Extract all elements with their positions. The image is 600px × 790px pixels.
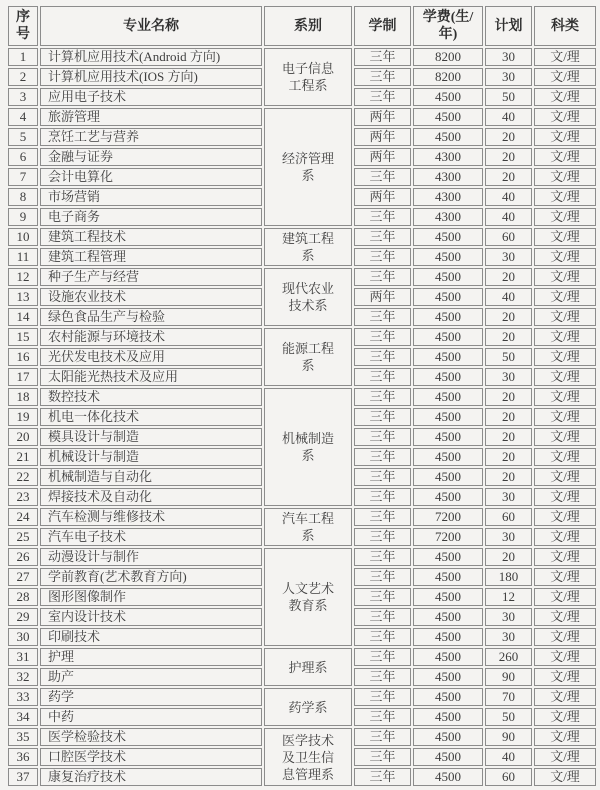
- cell-no: 7: [8, 168, 38, 186]
- cell-tuition: 8200: [413, 68, 483, 86]
- column-header-tuition: 学费(生/年): [413, 6, 483, 46]
- cell-department: 药学系: [264, 688, 352, 726]
- cell-duration: 两年: [354, 288, 411, 306]
- cell-major: 数控技术: [40, 388, 262, 406]
- cell-no: 9: [8, 208, 38, 226]
- cell-major: 室内设计技术: [40, 608, 262, 626]
- cell-no: 19: [8, 408, 38, 426]
- cell-category: 文/理: [534, 408, 596, 426]
- cell-plan: 30: [485, 48, 532, 66]
- cell-duration: 三年: [354, 608, 411, 626]
- cell-plan: 20: [485, 428, 532, 446]
- cell-no: 20: [8, 428, 38, 446]
- cell-major: 动漫设计与制作: [40, 548, 262, 566]
- cell-category: 文/理: [534, 648, 596, 666]
- cell-no: 2: [8, 68, 38, 86]
- cell-tuition: 4500: [413, 368, 483, 386]
- cell-no: 6: [8, 148, 38, 166]
- cell-no: 10: [8, 228, 38, 246]
- table-header-row: [8, 6, 596, 46]
- cell-category: 文/理: [534, 488, 596, 506]
- cell-no: 36: [8, 748, 38, 766]
- cell-major: 绿色食品生产与检验: [40, 308, 262, 326]
- table-row: [8, 328, 596, 346]
- cell-major: 护理: [40, 648, 262, 666]
- cell-category: 文/理: [534, 568, 596, 586]
- cell-major: 中药: [40, 708, 262, 726]
- cell-major: 光伏发电技术及应用: [40, 348, 262, 366]
- admissions-plan-table: [6, 4, 598, 788]
- cell-category: 文/理: [534, 88, 596, 106]
- column-header-category: 科类: [534, 6, 596, 46]
- cell-plan: 20: [485, 388, 532, 406]
- cell-plan: 30: [485, 488, 532, 506]
- cell-duration: 三年: [354, 388, 411, 406]
- cell-tuition: 4500: [413, 288, 483, 306]
- cell-duration: 三年: [354, 728, 411, 746]
- cell-duration: 三年: [354, 248, 411, 266]
- cell-tuition: 4500: [413, 248, 483, 266]
- cell-plan: 20: [485, 168, 532, 186]
- cell-department: 建筑工程系: [264, 228, 352, 266]
- cell-no: 27: [8, 568, 38, 586]
- cell-plan: 40: [485, 188, 532, 206]
- cell-plan: 30: [485, 608, 532, 626]
- cell-plan: 12: [485, 588, 532, 606]
- cell-tuition: 7200: [413, 508, 483, 526]
- cell-category: 文/理: [534, 128, 596, 146]
- cell-category: 文/理: [534, 328, 596, 346]
- cell-plan: 260: [485, 648, 532, 666]
- cell-duration: 三年: [354, 368, 411, 386]
- cell-plan: 20: [485, 408, 532, 426]
- cell-tuition: 4500: [413, 688, 483, 706]
- cell-category: 文/理: [534, 308, 596, 326]
- cell-duration: 三年: [354, 568, 411, 586]
- cell-major: 口腔医学技术: [40, 748, 262, 766]
- cell-tuition: 4300: [413, 168, 483, 186]
- cell-duration: 三年: [354, 548, 411, 566]
- table-row: [8, 688, 596, 706]
- cell-no: 15: [8, 328, 38, 346]
- cell-major: 焊接技术及自动化: [40, 488, 262, 506]
- cell-no: 13: [8, 288, 38, 306]
- cell-category: 文/理: [534, 628, 596, 646]
- cell-major: 设施农业技术: [40, 288, 262, 306]
- cell-major: 图形图像制作: [40, 588, 262, 606]
- cell-tuition: 4500: [413, 668, 483, 686]
- cell-department: 现代农业技术系: [264, 268, 352, 326]
- cell-duration: 三年: [354, 328, 411, 346]
- cell-department: 人文艺术教育系: [264, 548, 352, 646]
- cell-category: 文/理: [534, 188, 596, 206]
- cell-no: 34: [8, 708, 38, 726]
- cell-plan: 20: [485, 268, 532, 286]
- cell-major: 建筑工程技术: [40, 228, 262, 246]
- cell-duration: 三年: [354, 228, 411, 246]
- cell-department: 医学技术及卫生信息管理系: [264, 728, 352, 786]
- cell-category: 文/理: [534, 588, 596, 606]
- cell-tuition: 7200: [413, 528, 483, 546]
- cell-duration: 三年: [354, 488, 411, 506]
- cell-duration: 两年: [354, 128, 411, 146]
- cell-category: 文/理: [534, 208, 596, 226]
- cell-no: 28: [8, 588, 38, 606]
- cell-plan: 50: [485, 88, 532, 106]
- cell-tuition: 4500: [413, 748, 483, 766]
- cell-tuition: 4500: [413, 648, 483, 666]
- cell-duration: 三年: [354, 348, 411, 366]
- cell-duration: 三年: [354, 68, 411, 86]
- cell-tuition: 4500: [413, 468, 483, 486]
- cell-no: 21: [8, 448, 38, 466]
- cell-no: 37: [8, 768, 38, 786]
- cell-duration: 两年: [354, 108, 411, 126]
- cell-tuition: 4500: [413, 268, 483, 286]
- cell-category: 文/理: [534, 668, 596, 686]
- cell-major: 汽车检测与维修技术: [40, 508, 262, 526]
- cell-category: 文/理: [534, 148, 596, 166]
- cell-no: 22: [8, 468, 38, 486]
- cell-category: 文/理: [534, 708, 596, 726]
- cell-duration: 三年: [354, 588, 411, 606]
- cell-no: 1: [8, 48, 38, 66]
- table-row: [8, 648, 596, 666]
- cell-category: 文/理: [534, 448, 596, 466]
- table-body: [8, 48, 596, 786]
- cell-plan: 20: [485, 148, 532, 166]
- column-header-duration: 学制: [354, 6, 411, 46]
- cell-category: 文/理: [534, 548, 596, 566]
- cell-major: 康复治疗技术: [40, 768, 262, 786]
- cell-major: 烹饪工艺与营养: [40, 128, 262, 146]
- cell-plan: 180: [485, 568, 532, 586]
- cell-duration: 三年: [354, 688, 411, 706]
- cell-no: 26: [8, 548, 38, 566]
- cell-duration: 三年: [354, 428, 411, 446]
- cell-tuition: 4500: [413, 588, 483, 606]
- cell-no: 12: [8, 268, 38, 286]
- cell-category: 文/理: [534, 608, 596, 626]
- cell-category: 文/理: [534, 768, 596, 786]
- cell-major: 农村能源与环境技术: [40, 328, 262, 346]
- cell-duration: 两年: [354, 188, 411, 206]
- cell-no: 23: [8, 488, 38, 506]
- table-row: [8, 388, 596, 406]
- cell-plan: 20: [485, 308, 532, 326]
- cell-plan: 20: [485, 128, 532, 146]
- cell-duration: 三年: [354, 528, 411, 546]
- cell-plan: 30: [485, 528, 532, 546]
- cell-major: 助产: [40, 668, 262, 686]
- cell-tuition: 4500: [413, 708, 483, 726]
- cell-tuition: 4500: [413, 428, 483, 446]
- table-row: [8, 548, 596, 566]
- cell-tuition: 4500: [413, 448, 483, 466]
- cell-plan: 20: [485, 468, 532, 486]
- cell-plan: 20: [485, 448, 532, 466]
- cell-duration: 三年: [354, 668, 411, 686]
- cell-no: 11: [8, 248, 38, 266]
- cell-plan: 50: [485, 708, 532, 726]
- cell-plan: 60: [485, 768, 532, 786]
- cell-plan: 60: [485, 508, 532, 526]
- cell-no: 30: [8, 628, 38, 646]
- cell-duration: 三年: [354, 408, 411, 426]
- cell-tuition: 4500: [413, 768, 483, 786]
- cell-major: 机电一体化技术: [40, 408, 262, 426]
- cell-duration: 三年: [354, 88, 411, 106]
- cell-no: 3: [8, 88, 38, 106]
- cell-category: 文/理: [534, 288, 596, 306]
- cell-duration: 两年: [354, 148, 411, 166]
- cell-category: 文/理: [534, 468, 596, 486]
- cell-category: 文/理: [534, 228, 596, 246]
- cell-no: 8: [8, 188, 38, 206]
- cell-plan: 90: [485, 728, 532, 746]
- cell-major: 旅游管理: [40, 108, 262, 126]
- cell-no: 29: [8, 608, 38, 626]
- cell-plan: 70: [485, 688, 532, 706]
- cell-category: 文/理: [534, 368, 596, 386]
- cell-major: 机械制造与自动化: [40, 468, 262, 486]
- cell-category: 文/理: [534, 528, 596, 546]
- cell-tuition: 4500: [413, 348, 483, 366]
- cell-duration: 三年: [354, 628, 411, 646]
- cell-category: 文/理: [534, 268, 596, 286]
- cell-duration: 三年: [354, 268, 411, 286]
- cell-major: 模具设计与制造: [40, 428, 262, 446]
- cell-no: 31: [8, 648, 38, 666]
- cell-no: 18: [8, 388, 38, 406]
- cell-plan: 20: [485, 328, 532, 346]
- cell-major: 医学检验技术: [40, 728, 262, 746]
- cell-no: 5: [8, 128, 38, 146]
- cell-tuition: 4500: [413, 128, 483, 146]
- cell-plan: 40: [485, 208, 532, 226]
- cell-major: 应用电子技术: [40, 88, 262, 106]
- cell-major: 电子商务: [40, 208, 262, 226]
- cell-category: 文/理: [534, 428, 596, 446]
- cell-major: 计算机应用技术(IOS 方向): [40, 68, 262, 86]
- column-header-dept: 系别: [264, 6, 352, 46]
- cell-no: 4: [8, 108, 38, 126]
- cell-tuition: 4500: [413, 108, 483, 126]
- cell-tuition: 4500: [413, 728, 483, 746]
- cell-duration: 三年: [354, 748, 411, 766]
- cell-plan: 20: [485, 548, 532, 566]
- cell-plan: 30: [485, 68, 532, 86]
- cell-major: 会计电算化: [40, 168, 262, 186]
- cell-duration: 三年: [354, 508, 411, 526]
- cell-plan: 50: [485, 348, 532, 366]
- column-header-major: 专业名称: [40, 6, 262, 46]
- cell-tuition: 4500: [413, 628, 483, 646]
- cell-tuition: 4300: [413, 148, 483, 166]
- column-header-no: 序号: [8, 6, 38, 46]
- cell-duration: 三年: [354, 308, 411, 326]
- cell-major: 药学: [40, 688, 262, 706]
- cell-tuition: 4500: [413, 328, 483, 346]
- cell-major: 汽车电子技术: [40, 528, 262, 546]
- cell-category: 文/理: [534, 248, 596, 266]
- cell-tuition: 4500: [413, 88, 483, 106]
- cell-category: 文/理: [534, 108, 596, 126]
- cell-tuition: 4500: [413, 228, 483, 246]
- column-header-plan: 计划: [485, 6, 532, 46]
- cell-duration: 三年: [354, 48, 411, 66]
- cell-duration: 三年: [354, 208, 411, 226]
- cell-category: 文/理: [534, 728, 596, 746]
- cell-tuition: 4500: [413, 388, 483, 406]
- cell-plan: 40: [485, 288, 532, 306]
- cell-department: 经济管理系: [264, 108, 352, 226]
- cell-tuition: 4300: [413, 188, 483, 206]
- cell-category: 文/理: [534, 388, 596, 406]
- table-row: [8, 508, 596, 526]
- cell-plan: 40: [485, 748, 532, 766]
- cell-no: 32: [8, 668, 38, 686]
- cell-no: 35: [8, 728, 38, 746]
- cell-duration: 三年: [354, 168, 411, 186]
- cell-tuition: 4500: [413, 608, 483, 626]
- cell-no: 16: [8, 348, 38, 366]
- cell-category: 文/理: [534, 348, 596, 366]
- table-row: [8, 728, 596, 746]
- cell-tuition: 4500: [413, 548, 483, 566]
- cell-tuition: 8200: [413, 48, 483, 66]
- cell-major: 种子生产与经营: [40, 268, 262, 286]
- cell-tuition: 4500: [413, 308, 483, 326]
- cell-duration: 三年: [354, 648, 411, 666]
- cell-department: 能源工程系: [264, 328, 352, 386]
- cell-major: 计算机应用技术(Android 方向): [40, 48, 262, 66]
- cell-department: 机械制造系: [264, 388, 352, 506]
- cell-major: 机械设计与制造: [40, 448, 262, 466]
- cell-major: 学前教育(艺术教育方向): [40, 568, 262, 586]
- cell-duration: 三年: [354, 768, 411, 786]
- cell-tuition: 4500: [413, 488, 483, 506]
- cell-no: 14: [8, 308, 38, 326]
- table-row: [8, 228, 596, 246]
- cell-no: 33: [8, 688, 38, 706]
- cell-major: 建筑工程管理: [40, 248, 262, 266]
- cell-plan: 30: [485, 248, 532, 266]
- cell-category: 文/理: [534, 68, 596, 86]
- cell-plan: 30: [485, 368, 532, 386]
- cell-tuition: 4500: [413, 408, 483, 426]
- cell-category: 文/理: [534, 48, 596, 66]
- cell-no: 25: [8, 528, 38, 546]
- table-row: [8, 108, 596, 126]
- cell-plan: 40: [485, 108, 532, 126]
- cell-duration: 三年: [354, 708, 411, 726]
- cell-category: 文/理: [534, 748, 596, 766]
- table-row: [8, 48, 596, 66]
- cell-no: 17: [8, 368, 38, 386]
- cell-plan: 60: [485, 228, 532, 246]
- cell-duration: 三年: [354, 448, 411, 466]
- cell-category: 文/理: [534, 168, 596, 186]
- cell-department: 护理系: [264, 648, 352, 686]
- cell-duration: 三年: [354, 468, 411, 486]
- cell-tuition: 4300: [413, 208, 483, 226]
- table-row: [8, 268, 596, 286]
- cell-plan: 30: [485, 628, 532, 646]
- cell-major: 金融与证券: [40, 148, 262, 166]
- cell-plan: 90: [485, 668, 532, 686]
- cell-major: 太阳能光热技术及应用: [40, 368, 262, 386]
- cell-major: 印刷技术: [40, 628, 262, 646]
- cell-major: 市场营销: [40, 188, 262, 206]
- cell-category: 文/理: [534, 688, 596, 706]
- cell-category: 文/理: [534, 508, 596, 526]
- cell-department: 汽车工程系: [264, 508, 352, 546]
- cell-tuition: 4500: [413, 568, 483, 586]
- cell-department: 电子信息工程系: [264, 48, 352, 106]
- cell-no: 24: [8, 508, 38, 526]
